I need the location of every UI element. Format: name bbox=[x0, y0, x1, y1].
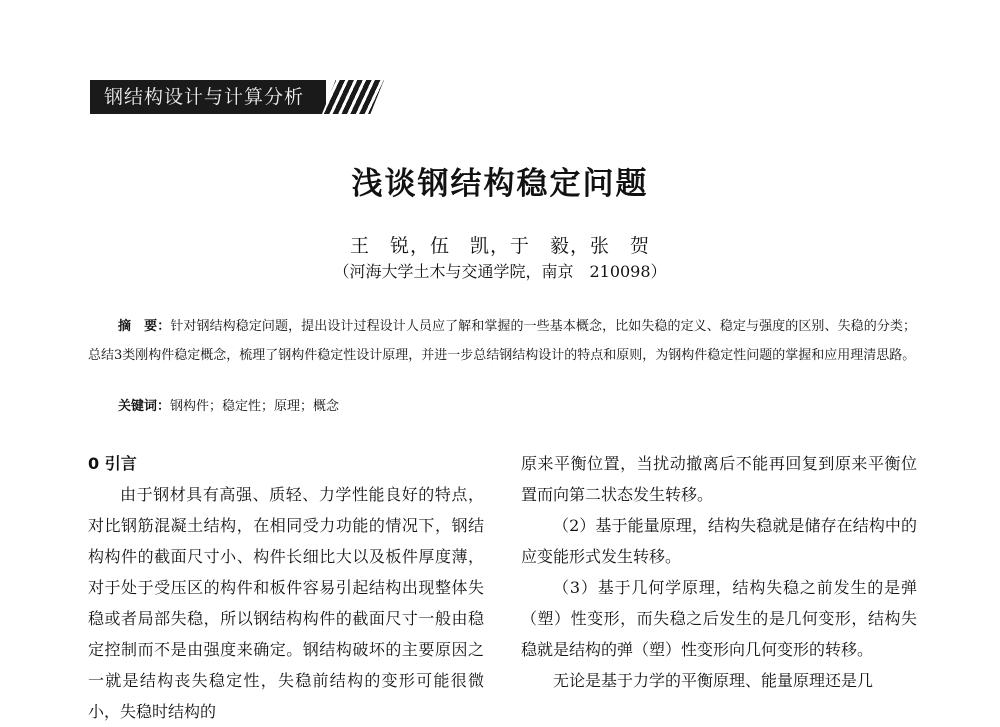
abstract-label: 摘 要： bbox=[118, 319, 171, 334]
abstract-text: 针对钢结构稳定问题，提出设计过程设计人员应了解和掌握的一些基本概念，比如失稳的定义、稳定与强度的区别、失稳的分类；总结3类刚构件稳定概念，梳理了钢构件稳定性设计原理，并进一步总结钢结构设计的特点和原则，为钢构件稳定性问题的掌握和应用理清思路。 bbox=[88, 319, 916, 363]
keywords-label: 关键词： bbox=[118, 399, 171, 414]
article-authors: 王 锐，伍 凯，于 毅，张 贺 bbox=[349, 235, 650, 257]
article-affiliation: （河海大学土木与交通学院，南京 210098） bbox=[333, 262, 667, 281]
body-paragraph: 由于钢材具有高强、质轻、力学性能良好的特点，对比钢筋混凝土结构，在相同受力功能的情况下，钢结构构件的截面尺寸小、构件长细比大以及板件厚度薄，对于处于受压区的构件和板件容易引起结构出现整体失稳或者局部失稳，所以钢结构构件的截面尺寸一般由稳定控制而不是由强度来确定。钢结构破坏的主要原因之一就是结构丧失稳定性，失稳前结构的变形可能很微小，失稳时结构的 bbox=[88, 485, 484, 721]
body-paragraph: （3）基于几何学原理，结构失稳之前发生的是弹（塑）性变形，而失稳之后发生的是几何变形，结构失稳就是结构的弹（塑）性变形向几何变形的转移。 bbox=[521, 578, 917, 659]
section-banner bbox=[90, 80, 390, 114]
body-column-right bbox=[521, 448, 917, 696]
article-title: 浅谈钢结构稳定问题 bbox=[351, 166, 649, 202]
abstract bbox=[88, 312, 916, 370]
body-column-left bbox=[88, 448, 484, 727]
body-paragraph: 无论是基于力学的平衡原理、能量原理还是几 bbox=[553, 671, 874, 690]
section-heading-introduction: 0 引言 bbox=[88, 454, 137, 473]
keywords bbox=[118, 395, 339, 414]
section-banner-label: 钢结构设计与计算分析 bbox=[90, 80, 326, 114]
banner-stripes-decoration bbox=[322, 80, 384, 114]
body-paragraph: 原来平衡位置，当扰动撤离后不能再回复到原来平衡位置而向第二状态发生转移。 bbox=[521, 454, 917, 504]
body-paragraph: （2）基于能量原理，结构失稳就是储存在结构中的应变能形式发生转移。 bbox=[521, 516, 917, 566]
keywords-text: 钢构件；稳定性；原理；概念 bbox=[170, 399, 340, 414]
